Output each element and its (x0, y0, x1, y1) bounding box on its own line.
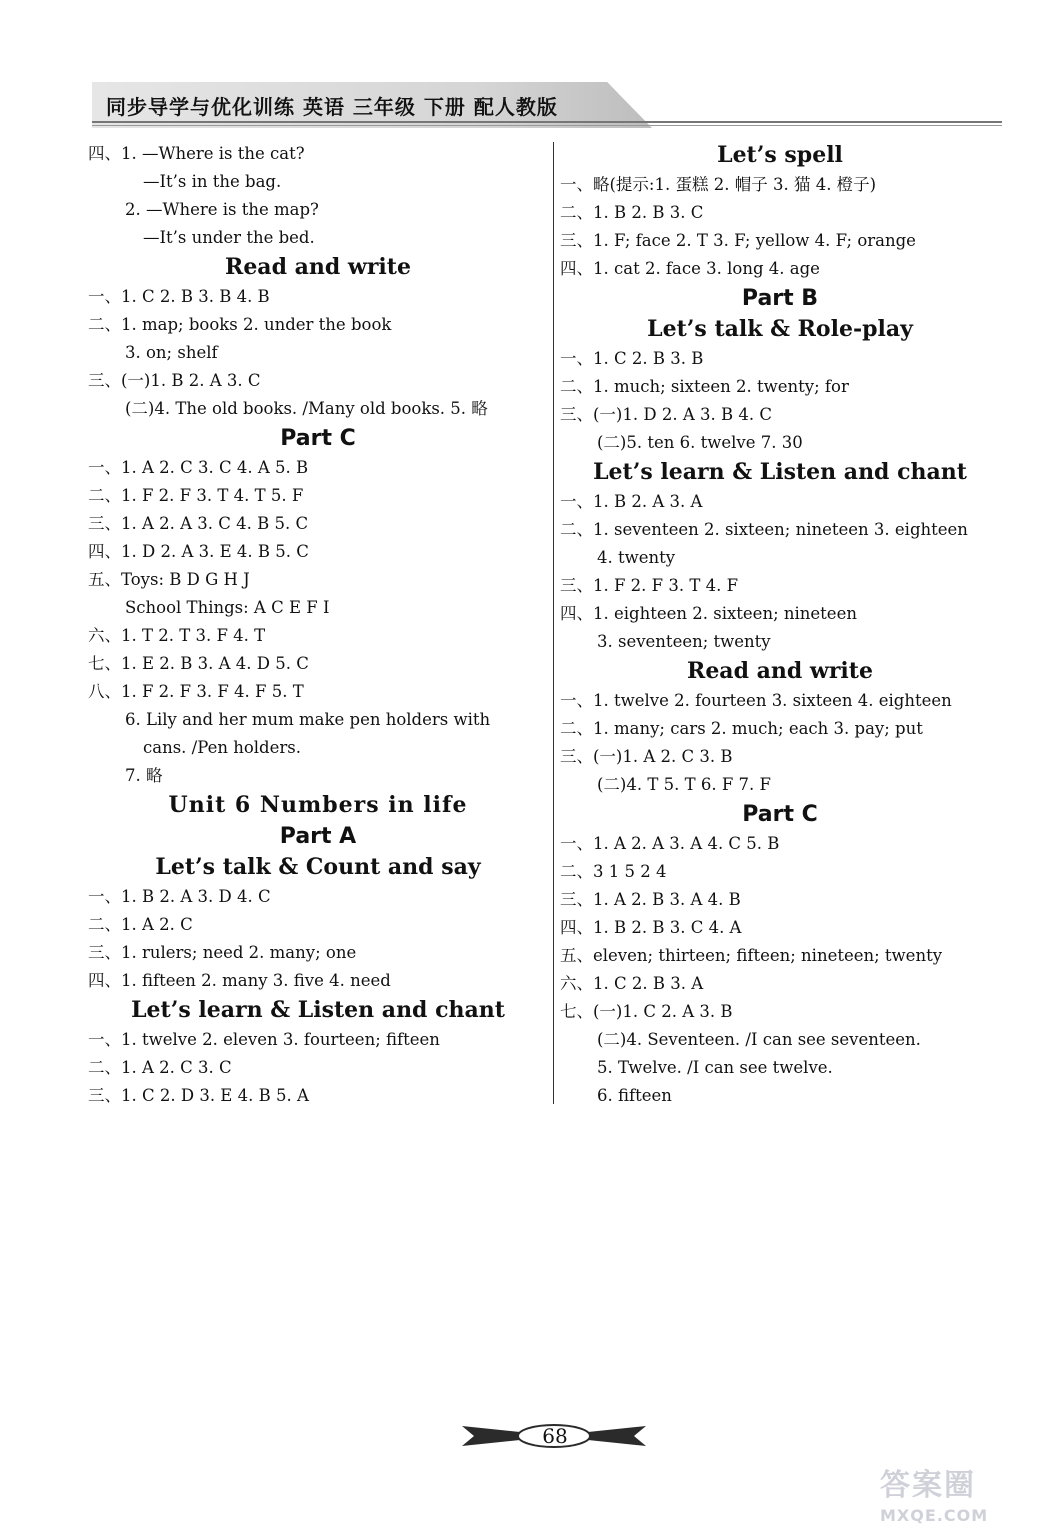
answer-line: 五、eleven; thirteen; fifteen; nineteen; twenty (560, 946, 943, 965)
answer-line: 一、1. twelve 2. fourteen 3. sixteen 4. eighteen (560, 691, 952, 710)
answer-line: —It’s under the bed. (143, 228, 315, 247)
answer-line: 四、1. eighteen 2. sixteen; nineteen (560, 604, 857, 623)
answer-line: 四、1. fifteen 2. many 3. five 4. need (88, 971, 391, 990)
answer-line: 二、3 1 5 2 4 (560, 862, 667, 881)
section-heading: Let’s learn & Listen and chant (593, 459, 967, 485)
answer-line: 七、1. E 2. B 3. A 4. D 5. C (88, 654, 309, 673)
answer-line: 二、1. F 2. F 3. T 4. T 5. F (88, 486, 304, 505)
watermark-domain: MXQE.COM (880, 1506, 989, 1525)
section-heading: Part A (279, 824, 357, 849)
section-heading: Let’s talk & Count and say (155, 854, 481, 880)
answer-line: (二)4. The old books. /Many old books. 5. 略 (125, 399, 488, 418)
answer-line: 三、1. rulers; need 2. many; one (88, 943, 357, 962)
section-heading: Let’s learn & Listen and chant (131, 997, 505, 1023)
column-divider (553, 142, 554, 1104)
section-heading: Unit 6 Numbers in life (168, 792, 468, 818)
answer-line: 三、1. A 2. B 3. A 4. B (560, 890, 741, 909)
page-number: 68 (542, 1424, 568, 1448)
answer-line: School Things: A C E F I (125, 598, 330, 617)
answer-line: 七、(一)1. C 2. A 3. B (560, 1002, 733, 1021)
answer-line: 二、1. A 2. C (88, 915, 193, 934)
answer-line: 四、1. cat 2. face 3. long 4. age (560, 259, 820, 278)
answer-line: 四、1. B 2. B 3. C 4. A (560, 918, 742, 937)
answer-line: 二、1. seventeen 2. sixteen; nineteen 3. eighteen (560, 520, 968, 539)
section-heading: Let’s spell (717, 142, 843, 168)
section-heading: Part B (741, 286, 819, 311)
answer-line: (二)4. Seventeen. /I can see seventeen. (597, 1030, 921, 1049)
answer-line: 三、1. F; face 2. T 3. F; yellow 4. F; orange (560, 231, 916, 250)
header-rule-thin (92, 125, 1002, 126)
answer-line: 三、1. A 2. A 3. C 4. B 5. C (88, 514, 309, 533)
section-heading: Let’s talk & Role-play (647, 316, 913, 342)
left-column (88, 140, 548, 1110)
section-heading: Read and write (225, 254, 411, 280)
answer-line: 一、1. C 2. B 3. B 4. B (88, 287, 270, 306)
answer-line: 7. 略 (125, 766, 163, 785)
answer-line: 三、(一)1. A 2. C 3. B (560, 747, 733, 766)
watermark-main: 答案圈 (880, 1468, 976, 1503)
answer-line: cans. /Pen holders. (143, 738, 301, 757)
section-heading: Read and write (687, 658, 873, 684)
answer-line: 五、Toys: B D G H J (88, 570, 250, 589)
answer-line: 3. seventeen; twenty (597, 632, 771, 651)
section-heading: Part C (742, 802, 818, 827)
site-watermark (880, 1460, 1030, 1528)
answer-line: 5. Twelve. /I can see twelve. (597, 1058, 833, 1077)
right-column (560, 140, 1000, 1110)
section-heading: Part C (280, 426, 356, 451)
answer-line: 三、(一)1. B 2. A 3. C (88, 371, 261, 390)
book-title: 同步导学与优化训练 英语 三年级 下册 配人教版 (106, 95, 558, 119)
answer-line: 6. Lily and her mum make pen holders with (125, 710, 491, 729)
answer-line: 一、1. B 2. A 3. D 4. C (88, 887, 271, 906)
answer-line: (二)5. ten 6. twelve 7. 30 (597, 433, 803, 452)
answer-line: 四、1. D 2. A 3. E 4. B 5. C (88, 542, 309, 561)
answer-line: 三、1. C 2. D 3. E 4. B 5. A (88, 1086, 309, 1105)
answer-line: 3. on; shelf (125, 343, 218, 362)
answer-line: 一、1. A 2. A 3. A 4. C 5. B (560, 834, 780, 853)
answer-line: 六、1. C 2. B 3. A (560, 974, 704, 993)
answer-line: 六、1. T 2. T 3. F 4. T (88, 626, 266, 645)
answer-line: 二、1. map; books 2. under the book (88, 315, 392, 334)
answer-line: 八、1. F 2. F 3. F 4. F 5. T (88, 682, 304, 701)
answer-line: 一、1. twelve 2. eleven 3. fourteen; fifteen (88, 1030, 440, 1049)
answer-line: 三、1. F 2. F 3. T 4. F (560, 576, 739, 595)
answer-line: 一、1. A 2. C 3. C 4. A 5. B (88, 458, 309, 477)
answer-line: (二)4. T 5. T 6. F 7. F (597, 775, 771, 794)
answer-line: 二、1. B 2. B 3. C (560, 203, 704, 222)
answer-line: 4. twenty (597, 548, 676, 567)
answer-line: 三、(一)1. D 2. A 3. B 4. C (560, 405, 772, 424)
answer-line: 一、略(提示:1. 蛋糕 2. 帽子 3. 猫 4. 橙子) (560, 175, 877, 194)
answer-line: 6. fifteen (597, 1086, 672, 1105)
answer-line: 一、1. C 2. B 3. B (560, 349, 704, 368)
header-rule (92, 121, 1002, 123)
answer-line: 一、1. B 2. A 3. A (560, 492, 703, 511)
answer-line: 二、1. many; cars 2. much; each 3. pay; put (560, 719, 923, 738)
answer-line: 二、1. much; sixteen 2. twenty; for (560, 377, 849, 396)
answer-line: 二、1. A 2. C 3. C (88, 1058, 232, 1077)
answer-line: —It’s in the bag. (143, 172, 282, 191)
answer-line: 2. —Where is the map? (125, 200, 319, 219)
answer-line: 四、1. —Where is the cat? (88, 144, 305, 163)
